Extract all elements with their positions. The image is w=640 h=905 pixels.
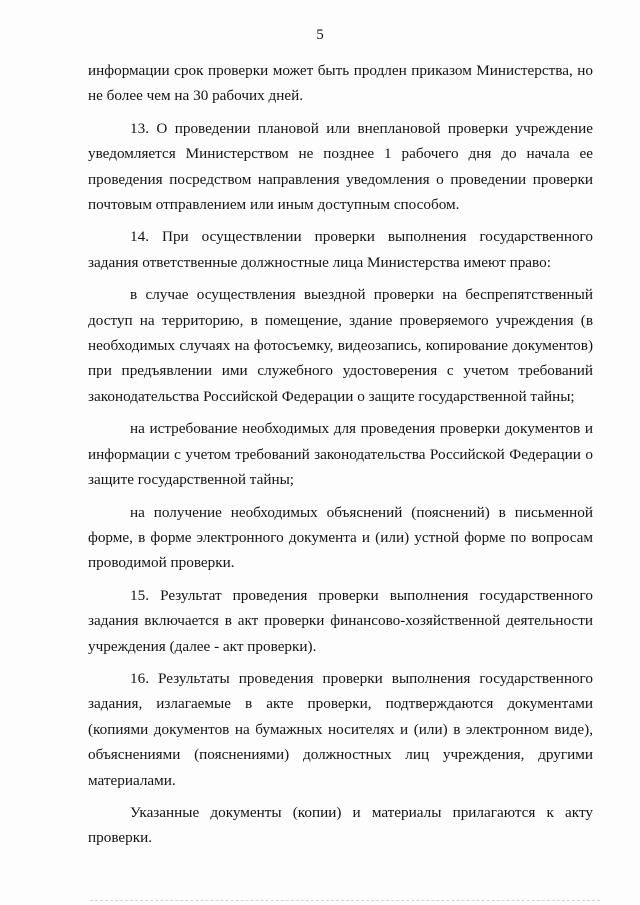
paragraph-13-notification: 13. О проведении плановой или внеплановой проверки учреждение уведомляется Министерством не позднее 1 рабочего дня до начала ее проведения посредством направления уведомления о проведении проверки почтовым отправлением или иным доступным способом.: [88, 119, 593, 214]
paragraph-right-access: в случае осуществления выездной проверки на беспрепятственный доступ на территорию, в помещение, здание проверяемого учреждения (в необходимых случаях на фотосъемку, видеозапись, копирование документов) при предъявлении ими служебного удостоверения с учетом требований законодательства Российской Федерации о защите государственной тайны;: [88, 286, 593, 405]
document-body: [88, 58, 593, 858]
paragraph-right-documents: на истребование необходимых для проведения проверки документов и информации с учетом требований законодательства Российской Федерации о защите государственной тайны;: [88, 420, 593, 489]
paragraph-right-explanations: на получение необходимых объяснений (пояснений) в письменной форме, в форме электронного документа и (или) устной форме по вопросам проводимой проверки.: [88, 503, 593, 572]
scan-edge-divider: [90, 900, 600, 902]
paragraph-15-result: 15. Результат проведения проверки выполнения государственного задания включается в акт проверки финансово-хозяйственной деятельности учреждения (далее - акт проверки).: [88, 586, 593, 655]
paragraph-attachments: Указанные документы (копии) и материалы прилагаются к акту проверки.: [88, 803, 593, 847]
paragraph-14-rights: 14. При осуществлении проверки выполнения государственного задания ответственные должностные лица Министерства имеют право:: [88, 228, 593, 271]
paragraph-16-results: 16. Результаты проведения проверки выполнения государственного задания, излагаемые в акте проверки, подтверждаются документами (копиями документов на бумажных носителях и (или) в электронном виде), объяснениями (пояснениями) должностных лиц учреждения, другими материалами.: [88, 669, 593, 789]
page-number: 5: [316, 27, 324, 43]
paragraph-continuation: информации срок проверки может быть продлен приказом Министерства, но не более чем на 30 рабочих дней.: [88, 62, 593, 105]
